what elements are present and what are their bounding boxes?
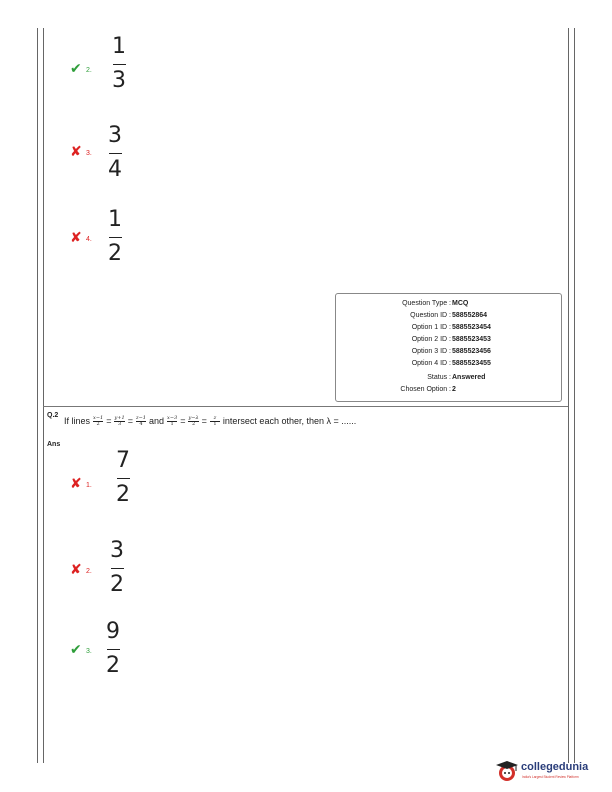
equals-sign: = — [201, 416, 207, 426]
fraction-x — [167, 415, 177, 428]
fraction-bar — [113, 64, 126, 65]
info-chosen-option — [336, 384, 561, 396]
denominator: 1 — [213, 421, 217, 428]
info-value: MCQ — [452, 300, 469, 307]
option-number: 2. — [86, 568, 92, 575]
question-text-end: intersect each other, then λ = ...... — [222, 416, 357, 426]
question-divider — [43, 406, 568, 407]
numerator: 9 — [106, 619, 120, 644]
info-label: Option 4 ID : — [411, 360, 451, 367]
equals-sign: = — [180, 416, 186, 426]
collegedunia-logo[interactable] — [494, 757, 604, 785]
denominator: 2 — [108, 241, 122, 267]
answer-label: Ans — [47, 441, 61, 448]
fraction-bar — [117, 478, 130, 479]
info-label: Status : — [427, 374, 451, 381]
option-fraction — [104, 208, 126, 266]
info-value: 2 — [452, 386, 456, 393]
info-value: 5885523455 — [452, 360, 491, 367]
info-value: Answered — [452, 374, 486, 381]
option-number: 1. — [86, 482, 92, 489]
info-label: Option 1 ID : — [411, 324, 451, 331]
cross-icon: ✘ — [70, 144, 82, 160]
cross-icon: ✘ — [70, 230, 82, 246]
numerator: y+1 — [114, 414, 125, 421]
fraction-z — [210, 415, 220, 428]
info-value: 5885523453 — [452, 336, 491, 343]
info-question-id — [336, 310, 561, 322]
equals-sign: = — [127, 416, 133, 426]
numerator: y−λ — [188, 414, 199, 421]
logo-name: collegedunia — [521, 761, 589, 773]
info-option-4-id — [336, 358, 561, 370]
numerator: 7 — [116, 448, 130, 473]
question-text — [64, 413, 356, 429]
logo-tagline: India's Largest Student Review Platform — [522, 775, 579, 779]
denominator: 2 — [116, 482, 130, 508]
option-number: 3. — [86, 150, 92, 157]
info-label: Question ID : — [410, 312, 451, 319]
fraction-x — [93, 415, 103, 428]
info-label: Option 2 ID : — [411, 336, 451, 343]
numerator: 1 — [108, 207, 122, 232]
check-icon: ✔ — [70, 642, 82, 658]
fraction-bar — [109, 153, 122, 154]
numerator: z−1 — [135, 414, 146, 421]
option-number: 3. — [86, 648, 92, 655]
numerator: 3 — [108, 123, 122, 148]
denominator: 2 — [191, 421, 196, 428]
denominator: 2 — [110, 572, 124, 598]
fraction-y — [114, 415, 124, 428]
numerator: 3 — [110, 538, 124, 563]
check-icon: ✔ — [70, 61, 82, 77]
denominator: 1 — [170, 421, 174, 428]
info-value: 588552864 — [452, 312, 488, 319]
left-border-outer — [37, 28, 38, 763]
graduation-cap-icon — [494, 758, 520, 784]
option-fraction — [112, 449, 134, 507]
info-question-type — [336, 298, 561, 310]
question-text-and: and — [148, 416, 164, 426]
option-number: 2. — [86, 67, 92, 74]
info-option-2-id — [336, 334, 561, 346]
denominator: 3 — [112, 68, 126, 94]
fraction-bar — [111, 568, 124, 569]
fraction-bar — [109, 237, 122, 238]
question-text-start: If lines — [64, 416, 91, 426]
option-fraction — [104, 124, 126, 182]
option-fraction — [108, 35, 130, 93]
info-value: 5885523456 — [452, 348, 491, 355]
left-border-inner — [43, 28, 44, 763]
question-number: Q.2 — [47, 412, 59, 419]
denominator: 4 — [108, 157, 122, 183]
info-value: 5885523454 — [452, 324, 491, 331]
option-number: 4. — [86, 236, 92, 243]
fraction-bar — [107, 649, 120, 650]
info-option-3-id — [336, 346, 561, 358]
info-option-1-id — [336, 322, 561, 334]
cross-icon: ✘ — [70, 562, 82, 578]
question-info-box — [335, 293, 562, 402]
equals-sign: = — [106, 416, 112, 426]
fraction-y — [188, 415, 198, 428]
option-fraction — [102, 620, 124, 678]
cross-icon: ✘ — [70, 476, 82, 492]
denominator: 4 — [139, 421, 143, 428]
info-status — [336, 372, 561, 384]
info-label: Chosen Option : — [400, 386, 451, 393]
info-label: Option 3 ID : — [411, 348, 451, 355]
numerator: z — [213, 414, 217, 421]
numerator: x−1 — [93, 414, 104, 421]
fraction-z — [136, 415, 146, 428]
right-border-inner — [568, 28, 569, 763]
numerator: 1 — [112, 34, 126, 59]
option-fraction — [106, 539, 128, 597]
denominator: 2 — [106, 653, 120, 679]
right-border-outer — [574, 28, 575, 763]
denominator: 3 — [117, 421, 122, 428]
denominator: 2 — [96, 421, 100, 428]
info-label: Question Type : — [402, 300, 451, 307]
numerator: x−3 — [167, 414, 178, 421]
